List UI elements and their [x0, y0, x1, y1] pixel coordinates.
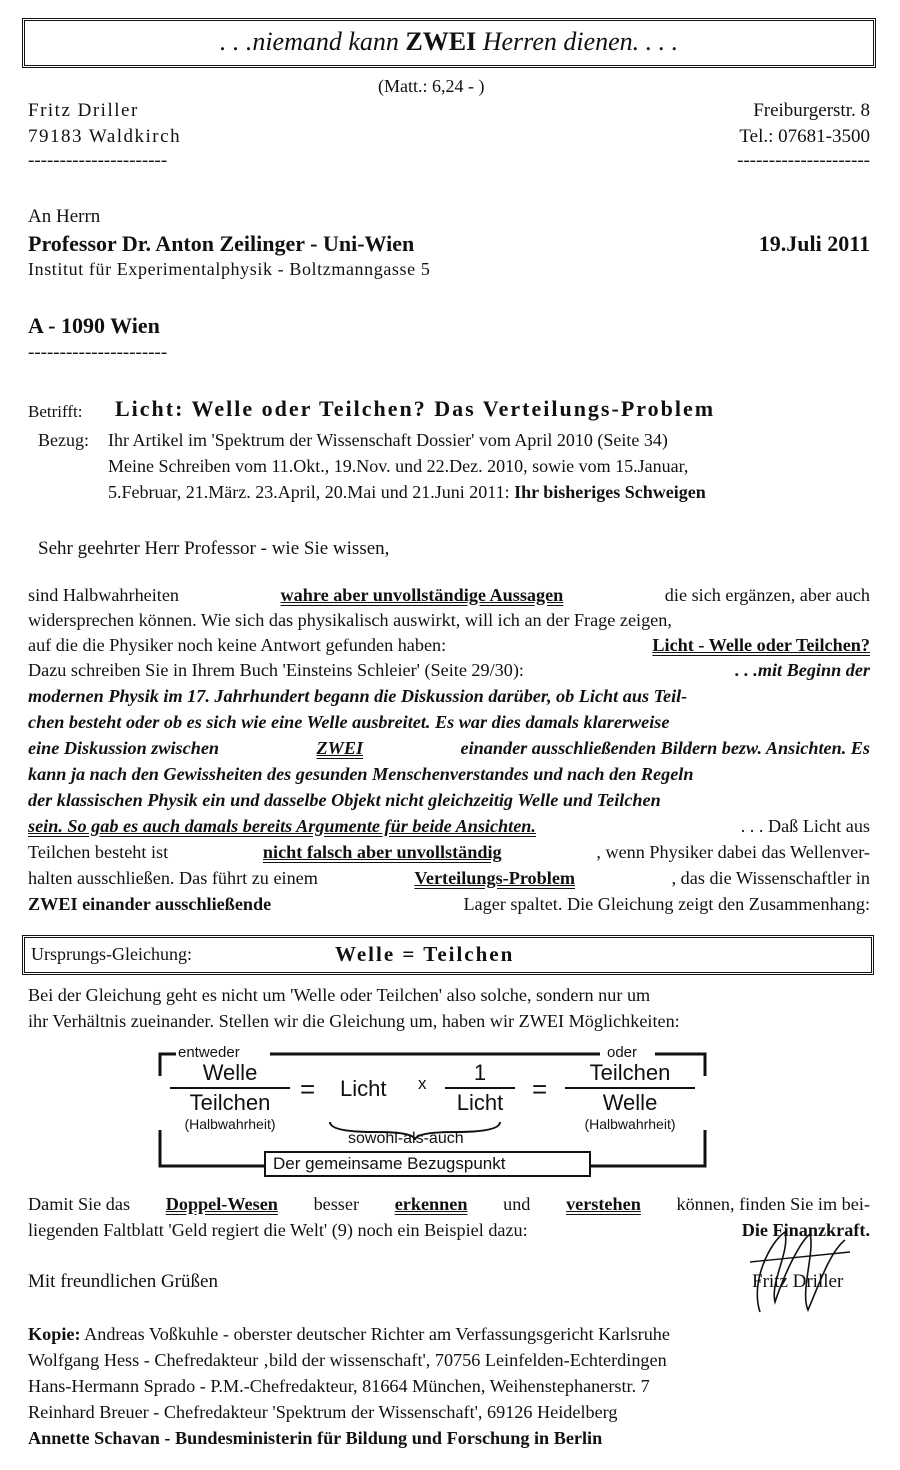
- copy-line-1: [28, 1324, 870, 1345]
- entweder-label: entweder: [178, 1044, 240, 1061]
- frame-bottom-right: [590, 1130, 705, 1166]
- recipient-rule: ----------------------: [28, 342, 168, 363]
- reference-line3-dates: 5.Februar, 21.März. 23.April, 20.Mai und 21.Juni 2011:: [108, 482, 510, 502]
- body-line-2: [28, 610, 870, 631]
- body-quote: . . .mit Beginn der: [735, 660, 870, 680]
- left-note: (Halbwahrheit): [184, 1116, 276, 1132]
- left-denominator: Teilchen: [189, 1090, 271, 1115]
- handwritten-signature: [730, 1222, 870, 1322]
- body-quote: chen besteht oder ob es sich wie eine Welle ausbreitet. Es war dies damals klarerweise: [28, 712, 670, 732]
- body-text: Dazu schreiben Sie in Ihrem Buch 'Einsteins Schleier' (Seite 29/30):: [28, 660, 524, 680]
- fraction-bar: [170, 1087, 290, 1089]
- body-emphasis: Die Finanzkraft.: [741, 1220, 870, 1240]
- body-line-8: [28, 764, 870, 785]
- after-equation-line-2: [28, 1011, 870, 1032]
- center-fraction: [445, 1060, 515, 1116]
- body-emphasis: nicht falsch aber unvollständig: [262, 842, 502, 862]
- after-equation-line-1: [28, 985, 870, 1006]
- body-text: Damit Sie das: [28, 1194, 131, 1214]
- body-emphasis: ZWEI einander ausschließende: [28, 894, 272, 914]
- sender-city: 79183 Waldkirch: [28, 126, 182, 147]
- copy-line-3: [28, 1376, 870, 1397]
- recipient-name: Professor Dr. Anton Zeilinger - Uni-Wien: [28, 231, 415, 256]
- copy-recipient: Reinhard Breuer - Chefredakteur 'Spektrum der Wissenschaft', 69126 Heidelberg: [28, 1402, 618, 1422]
- left-fraction: [170, 1060, 290, 1132]
- sender-rule-right: ---------------------: [737, 150, 870, 171]
- body-emphasis: verstehen: [566, 1194, 641, 1214]
- body-line-1: [28, 585, 870, 606]
- fraction-bar: [445, 1087, 515, 1089]
- body-text: halten ausschließen. Das führt zu einem: [28, 868, 318, 888]
- body-quote: einander ausschließenden Bildern bezw. Ansichten. Es: [460, 738, 870, 758]
- frame-bottom-left: [160, 1130, 265, 1166]
- copy-line-4: [28, 1402, 870, 1423]
- recipient-salutation: An Herrn: [28, 206, 101, 227]
- equation-label: Ursprungs-Gleichung:: [31, 944, 192, 964]
- body-quote: der klassischen Physik ein und dasselbe Objekt nicht gleichzeitig Welle und Teilchen: [28, 790, 661, 810]
- closing-line-1: [28, 1194, 870, 1215]
- sender-street: Freiburgerstr. 8: [753, 100, 870, 121]
- motto-post: Herren dienen. . . .: [482, 27, 679, 56]
- copy-line-2: [28, 1350, 870, 1371]
- reference-line1: Ihr Artikel im 'Spektrum der Wissenschaft Dossier' vom April 2010 (Seite 34): [108, 430, 668, 450]
- body-text: Teilchen besteht ist: [28, 842, 169, 862]
- greeting: Sehr geehrter Herr Professor - wie Sie wissen,: [38, 538, 390, 559]
- body-emphasis: Doppel-Wesen: [165, 1194, 278, 1214]
- motto: [25, 27, 873, 57]
- copy-recipient: Wolfgang Hess - Chefredakteur ‚bild der wissenschaft', 70756 Leinfelden-Echterdingen: [28, 1350, 667, 1370]
- copy-recipient: Andreas Voßkuhle - oberster deutscher Richter am Verfassungsgericht Karlsruhe: [84, 1324, 670, 1344]
- body-line-5: [28, 686, 870, 707]
- motto-box: [22, 18, 876, 68]
- recipient-institute: Institut für Experimentalphysik - Boltzmanngasse 5: [28, 259, 431, 279]
- right-note: (Halbwahrheit): [584, 1116, 676, 1132]
- reference-line3-bold: Ihr bisheriges Schweigen: [514, 482, 706, 502]
- body-quote: kann ja nach den Gewissheiten des gesunden Menschenverstandes und nach den Regeln: [28, 764, 694, 784]
- body-quote: modernen Physik im 17. Jahrhundert begann die Diskussion darüber, ob Licht aus Teil-: [28, 686, 688, 706]
- body-text: , das die Wissenschaftler in: [671, 868, 870, 888]
- regards: Mit freundlichen Grüßen: [28, 1271, 218, 1292]
- center-denominator: Licht: [456, 1090, 504, 1115]
- body-quote-emphasis: ZWEI: [316, 738, 364, 758]
- signer-name: Fritz Driller: [752, 1271, 844, 1292]
- equals-2: =: [532, 1074, 548, 1104]
- body-line-12: [28, 868, 870, 889]
- body-line-11: [28, 842, 870, 863]
- body-text: ihr Verhältnis zueinander. Stellen wir die Gleichung um, haben wir ZWEI Möglichkeiten:: [28, 1011, 680, 1031]
- equals-1: =: [300, 1074, 316, 1104]
- body-emphasis: wahre aber unvollständige Aussagen: [280, 585, 564, 605]
- equation-diagram: [150, 1040, 720, 1180]
- body-text: auf die die Physiker noch keine Antwort gefunden haben:: [28, 635, 447, 655]
- body-text: , wenn Physiker dabei das Wellenver-: [596, 842, 870, 862]
- bezug-label: Der gemeinsame Bezugspunkt: [273, 1154, 506, 1173]
- body-emphasis: Licht - Welle oder Teilchen?: [652, 635, 870, 655]
- copy-label: Kopie:: [28, 1324, 81, 1344]
- body-quote: eine Diskussion zwischen: [28, 738, 220, 758]
- subject-text: Licht: Welle oder Teilchen? Das Verteilungs-Problem: [115, 396, 716, 421]
- body-emphasis: erkennen: [394, 1194, 468, 1214]
- motto-citation: (Matt.: 6,24 - ): [378, 76, 485, 96]
- body-line-3: [28, 635, 870, 656]
- sender-name: Fritz Driller: [28, 100, 139, 121]
- body-text: widersprechen können. Wie sich das physikalisch auswirkt, will ich an der Frage zeigen,: [28, 610, 672, 630]
- left-numerator: Welle: [202, 1060, 258, 1085]
- body-text: Lager spaltet. Die Gleichung zeigt den Zusammenhang:: [463, 894, 870, 914]
- right-fraction: [565, 1060, 695, 1132]
- body-text: die sich ergänzen, aber auch: [664, 585, 870, 605]
- copy-recipient: Hans-Hermann Sprado - P.M.-Chefredakteur, 81664 München, Weihenstephanerstr. 7: [28, 1376, 650, 1396]
- letter-date: 19.Juli 2011: [758, 231, 870, 256]
- body-text: können, finden Sie im bei-: [676, 1194, 870, 1214]
- fraction-bar: [565, 1087, 695, 1089]
- sender-rule: ----------------------: [28, 150, 168, 171]
- copy-recipient: Annette Schavan - Bundesministerin für Bildung und Forschung in Berlin: [28, 1428, 603, 1448]
- body-quote: sein. So gab es auch damals bereits Argumente für beide Ansichten.: [28, 816, 536, 836]
- motto-zwei: ZWEI: [405, 27, 477, 56]
- body-line-9: [28, 790, 870, 811]
- oder-label: oder: [607, 1044, 638, 1061]
- center-numerator: 1: [473, 1060, 487, 1085]
- body-line-7: [28, 738, 870, 759]
- subject-label: Betrifft:: [28, 402, 83, 421]
- body-line-4: [28, 660, 870, 681]
- body-text: sind Halbwahrheiten: [28, 585, 180, 605]
- body-text: Bei der Gleichung geht es nicht um 'Welle oder Teilchen' also solche, sondern nur um: [28, 985, 651, 1005]
- body-line-10: [28, 816, 870, 837]
- motto-pre: . . .niemand kann: [219, 27, 399, 56]
- sender-phone: Tel.: 07681-3500: [739, 126, 870, 147]
- recipient-city: A - 1090 Wien: [28, 313, 160, 338]
- times-sign: x: [418, 1074, 427, 1093]
- copy-line-5: [28, 1428, 870, 1449]
- reference-line2: Meine Schreiben vom 11.Okt., 19.Nov. und 22.Dez. 2010, sowie vom 15.Januar,: [108, 456, 689, 476]
- center-licht: Licht: [340, 1076, 387, 1101]
- right-numerator: Teilchen: [589, 1060, 671, 1085]
- right-denominator: Welle: [602, 1090, 658, 1115]
- reference-label: Bezug:: [38, 430, 89, 450]
- sowohl-label: sowohl-als-auch: [348, 1130, 464, 1147]
- body-text: besser: [313, 1194, 360, 1214]
- body-text: und: [503, 1194, 531, 1214]
- body-text: . . . Daß Licht aus: [740, 816, 870, 836]
- body-text: liegenden Faltblatt 'Geld regiert die Welt' (9) noch ein Beispiel dazu:: [28, 1220, 528, 1240]
- body-line-13: [28, 894, 870, 915]
- reference-line3: [108, 482, 706, 503]
- body-emphasis: Verteilungs-Problem: [414, 868, 576, 888]
- equation-text: Welle = Teilchen: [335, 942, 515, 966]
- body-line-6: [28, 712, 870, 733]
- equation-box: [22, 935, 874, 975]
